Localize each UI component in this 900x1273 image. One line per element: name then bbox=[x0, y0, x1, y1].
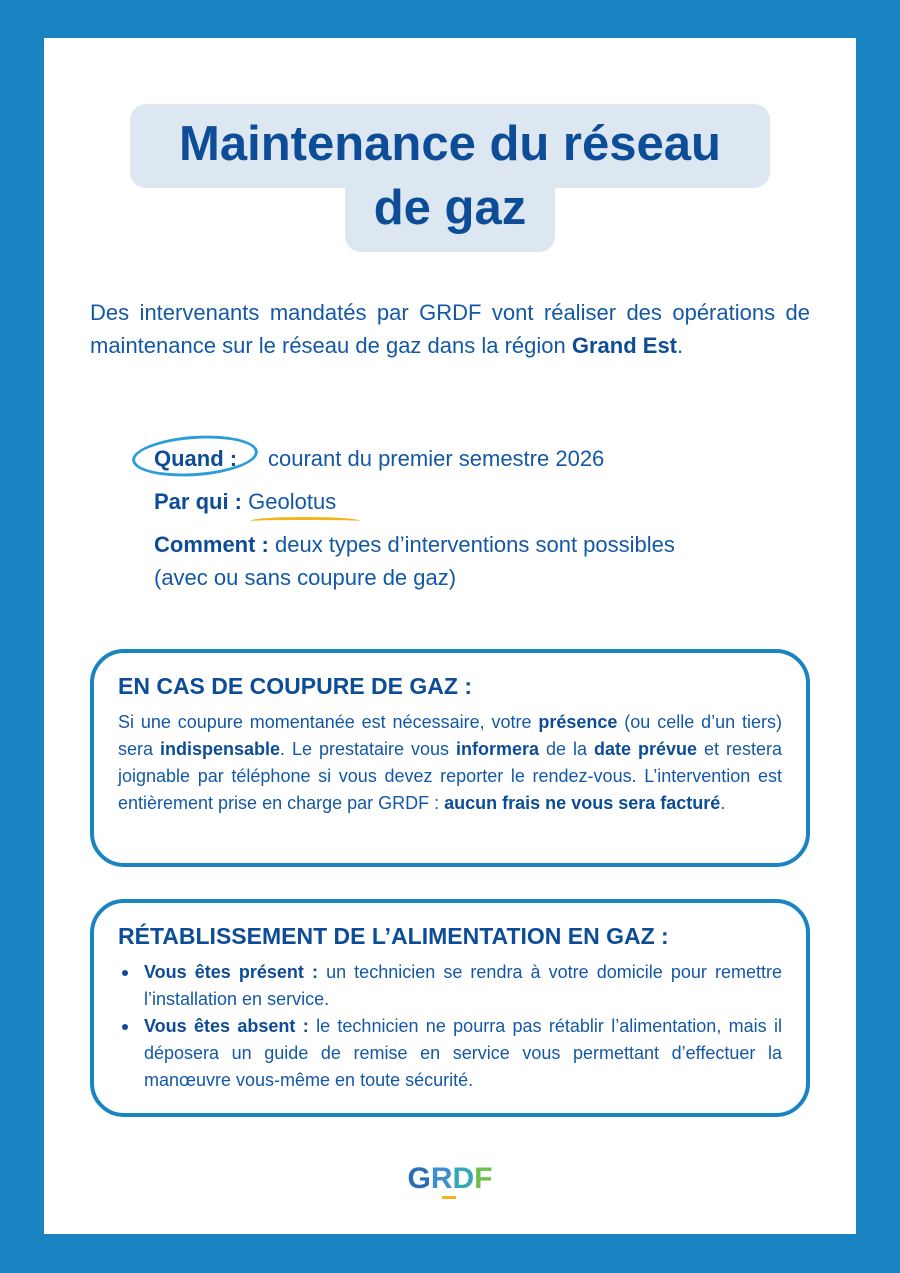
gas-cut-p4: de la bbox=[539, 739, 594, 759]
item-text: un technicien se rendra à votre domicile pour remettre l’installation en service. bbox=[144, 962, 783, 1009]
fact-when bbox=[154, 442, 714, 475]
gas-cut-p5: et restera joignable par téléphone si vous devez reporter le rendez-vous. L’intervention est entièrement prise en charge par GRDF : bbox=[118, 739, 782, 813]
when-label: Quand : bbox=[154, 446, 238, 471]
intro-region: Grand Est bbox=[571, 333, 678, 358]
gas-cut-p1: Si une coupure momentanée est nécessaire, votre bbox=[118, 712, 539, 732]
fact-who bbox=[154, 485, 714, 518]
gas-cut-b2: indispensable bbox=[160, 739, 281, 759]
gas-cut-b3: informera bbox=[456, 739, 540, 759]
gas-cut-p6: . bbox=[720, 793, 726, 813]
intro-end: . bbox=[677, 333, 684, 358]
title-line-2: de gaz bbox=[373, 181, 527, 235]
gas-cut-p3: . Le prestataire vous bbox=[280, 739, 457, 759]
hand-drawn-underline bbox=[250, 517, 360, 525]
item-label: Vous êtes présent : bbox=[144, 962, 318, 982]
item-label: Vous êtes absent : bbox=[144, 1016, 309, 1036]
grdf-logo bbox=[44, 1162, 856, 1196]
how-value: deux types d’interventions sont possibles (avec ou sans coupure de gaz) bbox=[154, 532, 675, 590]
logo-letter-f: F bbox=[474, 1162, 493, 1195]
gas-cut-p2: (ou celle d’un tiers) sera bbox=[118, 712, 782, 759]
page-title bbox=[44, 112, 856, 240]
gas-cut-b4: date prévue bbox=[594, 739, 698, 759]
gas-cut-b1: présence bbox=[538, 712, 618, 732]
title-block bbox=[44, 104, 856, 254]
intro-paragraph bbox=[90, 296, 810, 362]
intro-text: Des intervenants mandatés par GRDF vont réaliser des opérations de maintenance sur le réseau de gaz dans la région bbox=[90, 300, 810, 358]
hand-drawn-circle bbox=[131, 432, 259, 481]
gas-cut-b5: aucun frais ne vous sera facturé bbox=[444, 793, 721, 813]
how-label: Comment : bbox=[154, 532, 269, 557]
facts-list bbox=[154, 442, 714, 594]
logo-accent-bar bbox=[442, 1196, 456, 1199]
gas-cut-text bbox=[118, 709, 782, 817]
logo-letter-d: D bbox=[452, 1162, 475, 1195]
item-text: le technicien ne pourra pas rétablir l’alimentation, mais il déposera un guide de remise en service vous permettant d’effectuer la manœuvre vous-même en toute sécurité. bbox=[144, 1016, 782, 1090]
gas-cut-title: EN CAS DE COUPURE DE GAZ : bbox=[118, 673, 472, 699]
who-value: Geolotus bbox=[248, 489, 337, 514]
fact-how bbox=[154, 528, 714, 594]
gas-restore-box bbox=[90, 899, 810, 1117]
gas-restore-list bbox=[118, 959, 782, 1094]
logo-letter-r: R bbox=[430, 1162, 453, 1195]
who-label: Par qui : bbox=[154, 489, 243, 514]
gas-restore-title: RÉTABLISSEMENT DE L’ALIMENTATION EN GAZ : bbox=[118, 923, 669, 949]
when-value: courant du premier semestre 2026 bbox=[268, 446, 605, 471]
list-item bbox=[118, 959, 782, 1013]
title-line-1: Maintenance du réseau bbox=[179, 117, 721, 171]
gas-cut-box bbox=[90, 649, 810, 867]
poster-sheet bbox=[44, 38, 856, 1234]
logo-letter-g: G bbox=[407, 1162, 431, 1195]
list-item bbox=[118, 1013, 782, 1094]
